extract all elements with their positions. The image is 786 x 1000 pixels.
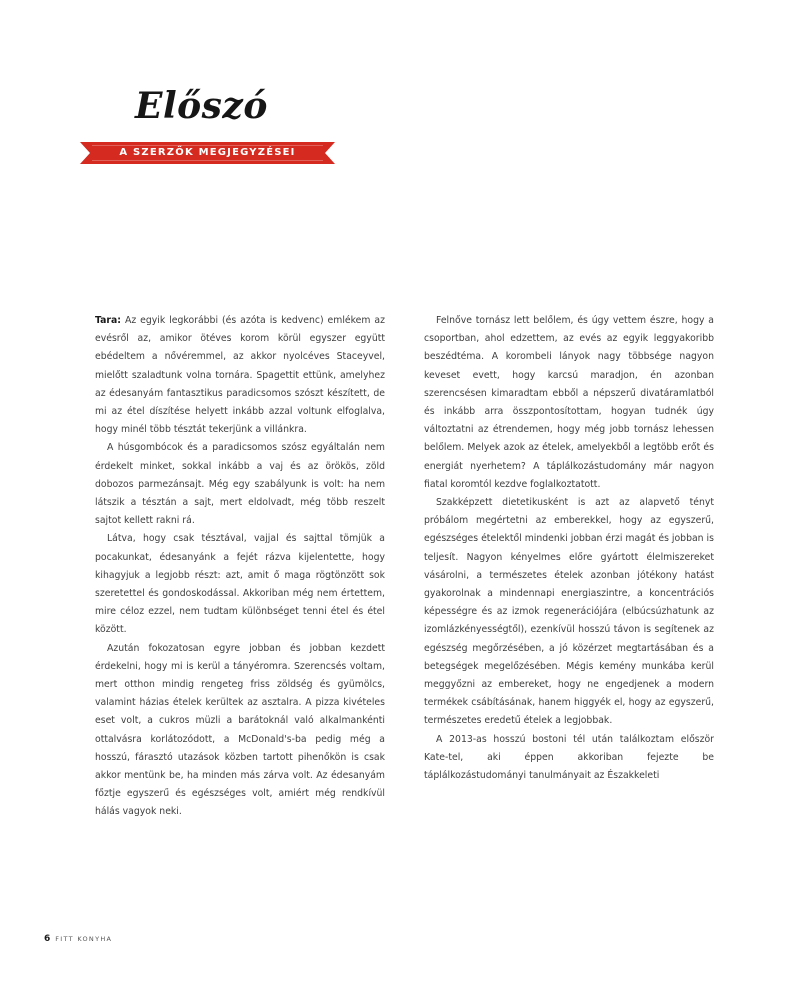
paragraph: A húsgombócok és a paradicsomos szósz egyáltalán nem érdekelt minket, sokkal inkább a vaj és az örökös, zöld dobozos parmezánsajt. Még egy szabályunk is volt: ha nem látszik a tésztán a sajt, mert eldolvadt, még több reszelt sajtot kellett rakni rá.: [95, 442, 385, 527]
text-column-left: [95, 312, 385, 822]
paragraph: Látva, hogy csak tésztával, vajjal és sajttal tömjük a pocakunkat, édesanyánk a fejét rázva kijelentette, hogy kihagyjuk a legjobb részt: azt, amit ő maga rögtönzött sok szeretettel és gondoskodással. Akkoriban még nem értettem, mire céloz ezzel, nem tudtam különbséget tenni étel és étel között.: [95, 533, 385, 636]
paragraph: Azután fokozatosan egyre jobban és jobban kezdett érdekelni, hogy mi is kerül a tányéromra. Szerencsés voltam, mert otthon mindig rengeteg friss zöldség és gyümölcs, valamint házias ételek kerültek az asztalra. A pizza kivételes eset volt, a cukros müzli a barátoknál való alkalmankénti ottalvásra korlátozódott, a McDonald's-ba pedig még a hosszú, fárasztó utazások közben tartott pihenőkön is csak akkor mentünk be, ha minden más zárva volt. Az édesanyám főztje egyszerű és egészséges volt, amiért még rendkívül hálás vagyok neki.: [95, 642, 385, 818]
text-column-right: [424, 312, 714, 785]
paragraph: Szakképzett dietetikusként is azt az alapvető tényt próbálom megértetni az emberekkel, hogy az egyszerű, egészséges ételektől mindenki jobban érzi magát és jobban is teljesít. Nagyon kényelmes előre gyártott élelmiszereket vásárolni, a természetes ételek azonban jótékony hatást gyakorolnak a mindennapi energiaszintre, a koncentrációs képességre és az izmok regenerációjára (elbúcsúzhatunk az izomlázkényességtől), ezenkívül hosszú távon is segítenek az egészség megőrzésében, a jó közérzet megtartásában és a betegségek megelőzésében. Mégis kemény munkába kerül meggyőzni az embereket, hogy ne engedjenek a modern termékek csábításának, hanem higgyék el, hogy az egyszerű, természetes eredetű ételek a legjobbak.: [424, 497, 714, 727]
chapter-subtitle-banner: [80, 140, 335, 166]
paragraph-text: Az egyik legkorábbi (és azóta is kedvenc) emlékem az evésről az, amikor ötéves korom körül egyszer együtt ebédeltem a nővéremmel, az akkor nyolcéves Staceyvel, mielőtt szaladtunk volna tornára. Spagettit ettünk, amelyhez az édesanyám fantasztikus paradicsomos szószt készített, de mi az étel díszítése helyett inkább azzal voltunk elfoglalva, hogy minél több tésztát tekerjünk a villánkra.: [95, 315, 385, 436]
paragraph: A 2013-as hosszú bostoni tél után találkoztam először Kate-tel, aki éppen akkoriban fejezte be táplálkozástudományi tanulmányait az Északkeleti: [424, 733, 714, 782]
chapter-title: Előszó: [135, 85, 268, 127]
banner-label: A SZERZŐK MEGJEGYZÉSEI: [119, 147, 296, 158]
running-title: FITT KONYHA: [55, 935, 113, 943]
paragraph: [95, 312, 385, 439]
page-footer: [44, 933, 112, 945]
page-number: 6: [44, 934, 51, 944]
paragraph: Felnőve tornász lett belőlem, és úgy vettem észre, hogy a csoportban, ahol edzettem, az evés az egyik leggyakoribb beszédtéma. A korombeli lányok nagy többsége nagyon keveset evett, hogy karcsú maradjon, én azonban szerencsésen kimaradtam ebből a népszerű divatáramlatból és inkább arra összpontosítottam, hogyan tudnék úgy változtatni az étrendemen, hogy még jobb tornász lehessen belőlem. Melyek azok az ételek, amelyekből a legtöbb erőt és energiát nyerhetem? A táplálkozástudomány már nagyon fiatal koromtól kezdve foglalkoztatott.: [424, 315, 714, 490]
author-lead-name: Tara:: [95, 315, 121, 326]
